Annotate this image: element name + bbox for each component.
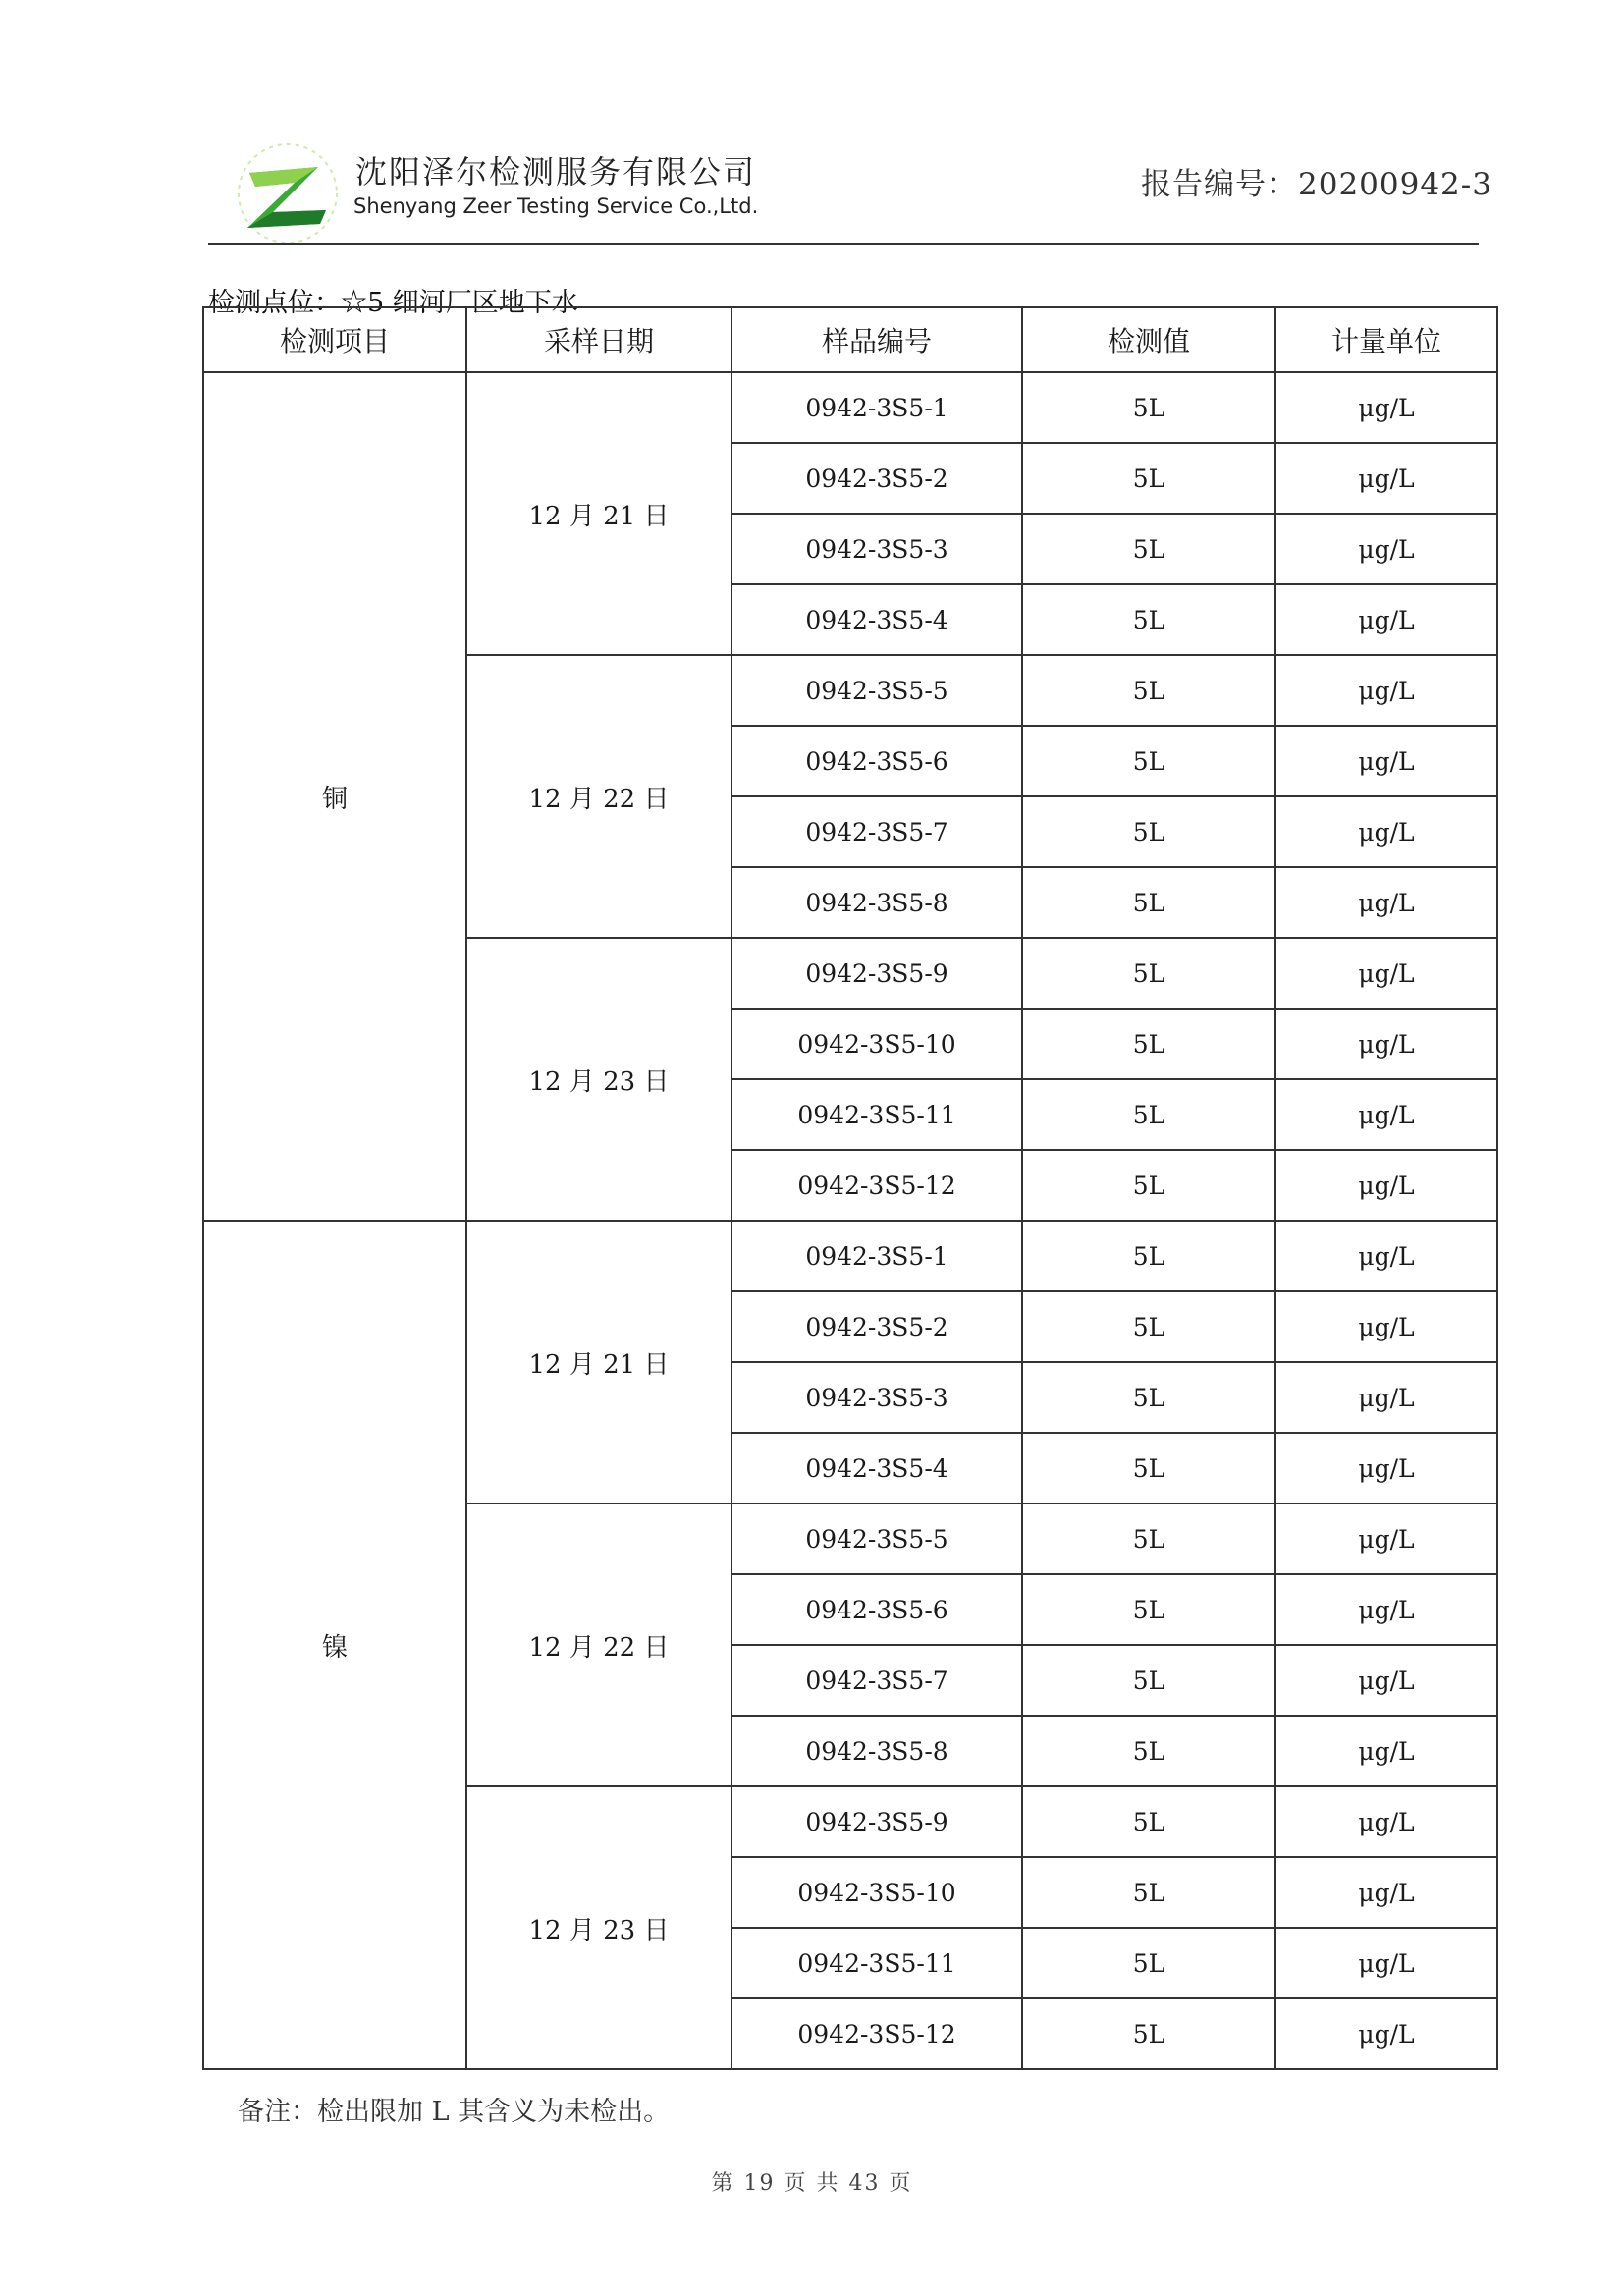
page-number-footer: 第 19 页 共 43 页 <box>711 2171 913 2196</box>
unit-cell: μg/L <box>1275 1574 1497 1645</box>
sampling-date-cell: 12 月 23 日 <box>466 938 731 1221</box>
test-value-cell: 5L <box>1022 1574 1275 1645</box>
sample-id-cell: 0942-3S5-9 <box>731 1786 1022 1857</box>
sample-id-cell: 0942-3S5-6 <box>731 726 1022 796</box>
test-value-cell: 5L <box>1022 372 1275 443</box>
unit-cell: μg/L <box>1275 796 1497 867</box>
sample-id-cell: 0942-3S5-2 <box>731 1291 1022 1362</box>
test-value-cell: 5L <box>1022 1079 1275 1150</box>
test-value-cell: 5L <box>1022 1433 1275 1503</box>
test-value-cell: 5L <box>1022 726 1275 796</box>
table-row <box>203 372 1497 443</box>
column-header: 采样日期 <box>466 307 731 372</box>
company-name-cn: 沈阳泽尔检测服务有限公司 <box>355 153 757 191</box>
company-name-en: Shenyang Zeer Testing Service Co.,Ltd. <box>353 194 759 218</box>
unit-cell: μg/L <box>1275 867 1497 938</box>
test-value-cell: 5L <box>1022 938 1275 1009</box>
report-number: 报告编号：20200942-3 <box>1141 167 1492 202</box>
column-header: 检测值 <box>1022 307 1275 372</box>
page-header <box>0 0 1624 255</box>
test-value-cell: 5L <box>1022 1009 1275 1079</box>
unit-cell: μg/L <box>1275 584 1497 655</box>
company-logo-icon <box>234 139 342 247</box>
sample-id-cell: 0942-3S5-3 <box>731 514 1022 584</box>
sample-id-cell: 0942-3S5-6 <box>731 1574 1022 1645</box>
test-value-cell: 5L <box>1022 1362 1275 1433</box>
test-value-cell: 5L <box>1022 1857 1275 1928</box>
sample-id-cell: 0942-3S5-4 <box>731 584 1022 655</box>
test-value-cell: 5L <box>1022 1503 1275 1574</box>
test-value-cell: 5L <box>1022 655 1275 726</box>
sampling-date-cell: 12 月 22 日 <box>466 1503 731 1786</box>
test-value-cell: 5L <box>1022 796 1275 867</box>
test-item-cell: 铜 <box>203 372 466 1221</box>
test-value-cell: 5L <box>1022 1928 1275 1998</box>
column-header: 计量单位 <box>1275 307 1497 372</box>
unit-cell: μg/L <box>1275 1716 1497 1786</box>
test-value-cell: 5L <box>1022 1645 1275 1716</box>
test-value-cell: 5L <box>1022 867 1275 938</box>
sampling-date-cell: 12 月 21 日 <box>466 372 731 655</box>
unit-cell: μg/L <box>1275 514 1497 584</box>
sample-id-cell: 0942-3S5-12 <box>731 1998 1022 2069</box>
test-value-cell: 5L <box>1022 1291 1275 1362</box>
unit-cell: μg/L <box>1275 1009 1497 1079</box>
sampling-date-cell: 12 月 22 日 <box>466 655 731 938</box>
unit-cell: μg/L <box>1275 1433 1497 1503</box>
sample-id-cell: 0942-3S5-10 <box>731 1857 1022 1928</box>
unit-cell: μg/L <box>1275 443 1497 514</box>
unit-cell: μg/L <box>1275 1998 1497 2069</box>
test-value-cell: 5L <box>1022 443 1275 514</box>
unit-cell: μg/L <box>1275 1786 1497 1857</box>
unit-cell: μg/L <box>1275 655 1497 726</box>
table-body <box>203 372 1497 2069</box>
test-value-cell: 5L <box>1022 584 1275 655</box>
sample-id-cell: 0942-3S5-5 <box>731 1503 1022 1574</box>
test-item-cell: 镍 <box>203 1221 466 2069</box>
table-header-row <box>203 307 1497 372</box>
unit-cell: μg/L <box>1275 1857 1497 1928</box>
sample-id-cell: 0942-3S5-12 <box>731 1150 1022 1221</box>
unit-cell: μg/L <box>1275 1503 1497 1574</box>
unit-cell: μg/L <box>1275 1928 1497 1998</box>
sample-id-cell: 0942-3S5-4 <box>731 1433 1022 1503</box>
unit-cell: μg/L <box>1275 726 1497 796</box>
unit-cell: μg/L <box>1275 938 1497 1009</box>
table-row <box>203 1221 1497 1291</box>
sampling-date-cell: 12 月 23 日 <box>466 1786 731 2069</box>
test-value-cell: 5L <box>1022 1221 1275 1291</box>
test-value-cell: 5L <box>1022 514 1275 584</box>
results-table <box>202 306 1498 2070</box>
unit-cell: μg/L <box>1275 1150 1497 1221</box>
header-divider <box>208 243 1479 245</box>
column-header: 样品编号 <box>731 307 1022 372</box>
test-value-cell: 5L <box>1022 1786 1275 1857</box>
unit-cell: μg/L <box>1275 1645 1497 1716</box>
sample-id-cell: 0942-3S5-11 <box>731 1928 1022 1998</box>
unit-cell: μg/L <box>1275 1221 1497 1291</box>
sample-id-cell: 0942-3S5-11 <box>731 1079 1022 1150</box>
unit-cell: μg/L <box>1275 1291 1497 1362</box>
sample-id-cell: 0942-3S5-5 <box>731 655 1022 726</box>
sample-id-cell: 0942-3S5-8 <box>731 1716 1022 1786</box>
results-table-wrapper <box>202 306 1496 2070</box>
unit-cell: μg/L <box>1275 1362 1497 1433</box>
sample-id-cell: 0942-3S5-9 <box>731 938 1022 1009</box>
remarks-note: 备注：检出限加 L 其含义为未检出。 <box>238 2097 671 2127</box>
sample-id-cell: 0942-3S5-8 <box>731 867 1022 938</box>
sample-id-cell: 0942-3S5-7 <box>731 796 1022 867</box>
sample-id-cell: 0942-3S5-7 <box>731 1645 1022 1716</box>
sample-id-cell: 0942-3S5-3 <box>731 1362 1022 1433</box>
unit-cell: μg/L <box>1275 1079 1497 1150</box>
sample-id-cell: 0942-3S5-1 <box>731 372 1022 443</box>
column-header: 检测项目 <box>203 307 466 372</box>
test-value-cell: 5L <box>1022 1998 1275 2069</box>
unit-cell: μg/L <box>1275 372 1497 443</box>
test-value-cell: 5L <box>1022 1150 1275 1221</box>
sample-id-cell: 0942-3S5-2 <box>731 443 1022 514</box>
sample-id-cell: 0942-3S5-10 <box>731 1009 1022 1079</box>
test-location: 检测点位：☆5 细河厂区地下水 <box>208 288 578 318</box>
test-value-cell: 5L <box>1022 1716 1275 1786</box>
sampling-date-cell: 12 月 21 日 <box>466 1221 731 1503</box>
sample-id-cell: 0942-3S5-1 <box>731 1221 1022 1291</box>
